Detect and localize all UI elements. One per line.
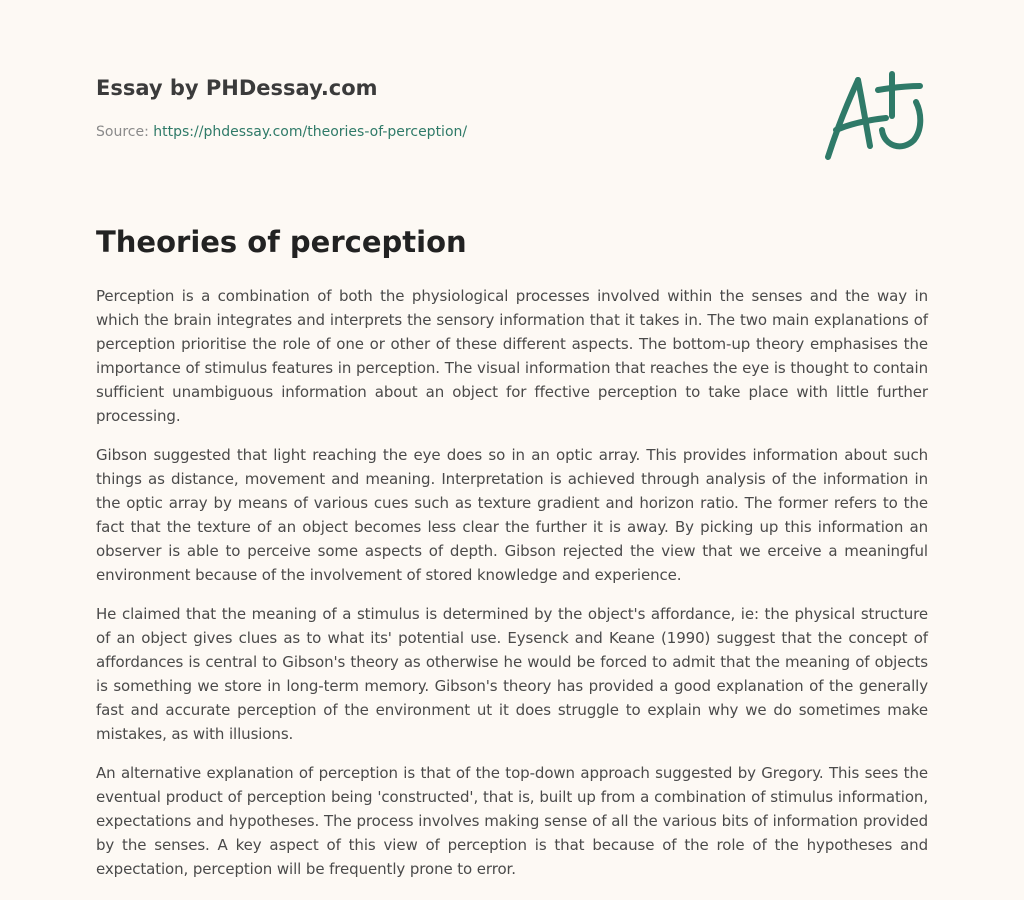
essay-paragraph: He claimed that the meaning of a stimulus is determined by the object's affordance, ie: the physical structure of an object gives clues as to what its' potential use. Eysenck and Keane (1990) suggest that the concept of affordances is central to Gibson's theory as otherwise he would be forced to admit that the meaning of objects is something we store in long-term memory. Gibson's theory has provided a good explanation of the generally fast and accurate perception of the environment ut it does struggle to explain why we do sometimes make mistakes, as with illusions. — [96, 605, 928, 743]
essay-paragraph: Gibson suggested that light reaching the eye does so in an optic array. This provides information about such things as distance, movement and meaning. Interpretation is achieved through analysis of the information in the optic array by means of various cues such as texture gradient and horizon ratio. The former refers to the fact that the texture of an object becomes less clear the further it is away. By picking up this information an observer is able to perceive some aspects of depth. Gibson rejected the view that we erceive a meaningful environment because of the involvement of stored knowledge and experience. — [96, 446, 928, 584]
source-line — [96, 124, 467, 140]
essay-body — [96, 284, 928, 896]
essay-paragraph: Perception is a combination of both the physiological processes involved within the senses and the way in which the brain integrates and interprets the sensory information that it takes in. The two main explanations of perception prioritise the role of one or other of these different aspects. The bottom-up theory emphasises the importance of stimulus features in perception. The visual information that reaches the eye is thought to contain sufficient unambiguous information about an object for ffective perception to take place with little further processing. — [96, 287, 928, 425]
source-link[interactable]: https://phdessay.com/theories-of-perception/ — [153, 124, 468, 140]
essay-paragraph: An alternative explanation of perception is that of the top-down approach suggested by Gregory. This sees the eventual product of perception being 'constructed', that is, built up from a combination of stimulus information, expectations and hypotheses. The process involves making sense of all the various bits of information provided by the senses. A key aspect of this view of perception is that because of the role of the hypotheses and expectation, perception will be frequently prone to error. — [96, 764, 928, 878]
source-label: Source: — [96, 124, 154, 140]
site-brand: Essay by PHDessay.com — [96, 76, 378, 100]
essay-title: Theories of perception — [96, 225, 467, 259]
a-plus-grade-icon — [822, 68, 926, 164]
